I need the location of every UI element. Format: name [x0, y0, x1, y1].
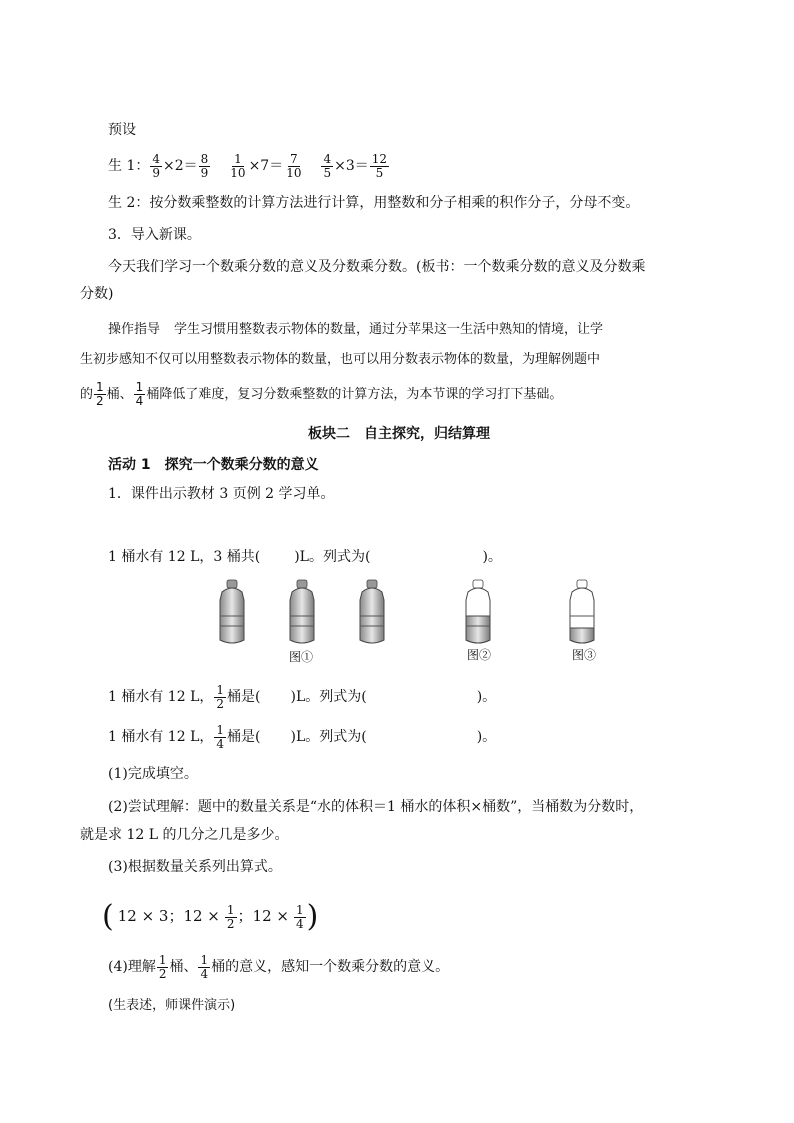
- full-jug-icon: [290, 580, 314, 643]
- fraction: $\frac{7}{10}$: [286, 151, 302, 180]
- guide-line3: [80, 378, 562, 412]
- guide-text: 的: [80, 387, 94, 402]
- guide-text: 桶、: [106, 387, 133, 402]
- fraction: $\frac{4}{9}$: [152, 151, 160, 180]
- right-paren: ): [306, 899, 319, 934]
- fraction: $\frac{1}{4}$: [135, 380, 144, 408]
- op-text: ×3＝: [334, 158, 369, 174]
- fraction: $\frac{1}{4}$: [216, 722, 225, 751]
- part4-line: (4)理解 $\frac{1}{2}$ 桶、 $\frac{1}{4}$ 桶的意义，感知一个数乘分数的意义。: [108, 952, 450, 981]
- guide-line2: 生初步感知不仅可以用整数表示物体的数量，也可以用分数表示物体的数量，为理解例题中: [80, 352, 601, 367]
- note-text: (生表述，师课件演示): [108, 998, 236, 1013]
- part1-text: (1)完成填空。: [108, 766, 198, 782]
- fraction: $\frac{8}{9}$: [200, 151, 209, 180]
- figure3-caption: 图③: [572, 648, 597, 662]
- figure1-caption: 图①: [289, 650, 314, 664]
- fraction: $\frac{4}{5}$: [323, 151, 332, 180]
- guide-line1: [108, 320, 603, 340]
- today-line1: 今天我们学习一个数乘分数的意义及分数乘分数。(板书：一个数乘分数的意义及分数乘: [108, 259, 646, 275]
- today-line2: 分数): [80, 286, 114, 302]
- question1: 1 桶水有 12 L，3 桶共( )L。列式为( )。: [108, 549, 502, 565]
- intro-text: 3．导入新课。: [108, 227, 201, 243]
- full-jug-icon: [220, 580, 244, 643]
- step1-text: 1．课件出示教材 3 页例 2 学习单。: [108, 486, 335, 502]
- figure2-caption: 图②: [467, 648, 492, 662]
- half-jug-icon: [466, 580, 490, 643]
- op-text: ×7＝: [248, 158, 284, 174]
- part2-line1: (2)尝试理解：题中的数量关系是“水的体积＝1 桶水的体积×桶数”，当桶数为分数时，: [108, 799, 644, 815]
- part2-line2: 就是求 12 L 的几分之几是多少。: [80, 827, 289, 843]
- quarter-jug-icon: [570, 580, 594, 643]
- answer-line: ( 12 × 3；12 × $\frac{1}{2}$ ；12 × $\frac{1}{4}$ ): [102, 899, 319, 934]
- section-title: 板块二 自主探究，归结算理: [308, 426, 490, 442]
- fraction: $\frac{1}{2}$: [226, 902, 235, 931]
- fraction: $\frac{1}{2}$: [158, 952, 167, 981]
- fraction: $\frac{1}{2}$: [216, 682, 225, 711]
- activity-title: 活动 1 探究一个数乘分数的意义: [108, 457, 319, 473]
- op-text: ×2＝: [163, 158, 198, 174]
- question3: 1 桶水有 12 L， $\frac{1}{4}$ 桶是( )L。列式为( )。: [108, 722, 497, 751]
- fraction: $\frac{1}{2}$: [96, 380, 104, 408]
- fraction: $\frac{1}{10}$: [230, 151, 246, 180]
- guide-label: 操作指导: [108, 322, 161, 337]
- part3-text: (3)根据数量关系列出算式。: [108, 859, 282, 875]
- student2-text: 生 2：按分数乘整数的计算方法进行计算，用整数和分子相乘的积作分子，分母不变。: [108, 195, 640, 211]
- preset-label: 预设: [108, 122, 136, 138]
- water-jug-figures: [210, 578, 630, 648]
- fraction: $\frac{12}{5}$: [371, 151, 388, 180]
- guide-text: 学生习惯用整数表示物体的数量，通过分苹果这一生活中熟知的情境，让学: [174, 322, 604, 337]
- student1-line: [108, 148, 390, 184]
- fraction: $\frac{1}{4}$: [200, 952, 209, 981]
- student1-label: 生 1：: [108, 158, 150, 174]
- full-jug-icon: [360, 580, 384, 643]
- fraction: $\frac{1}{4}$: [295, 902, 304, 931]
- left-paren: (: [102, 899, 114, 934]
- guide-text: 桶降低了难度，复习分数乘整数的计算方法，为本节课的学习打下基础。: [146, 387, 563, 402]
- question2: 1 桶水有 12 L， $\frac{1}{2}$ 桶是( )L。列式为( )。: [108, 682, 497, 711]
